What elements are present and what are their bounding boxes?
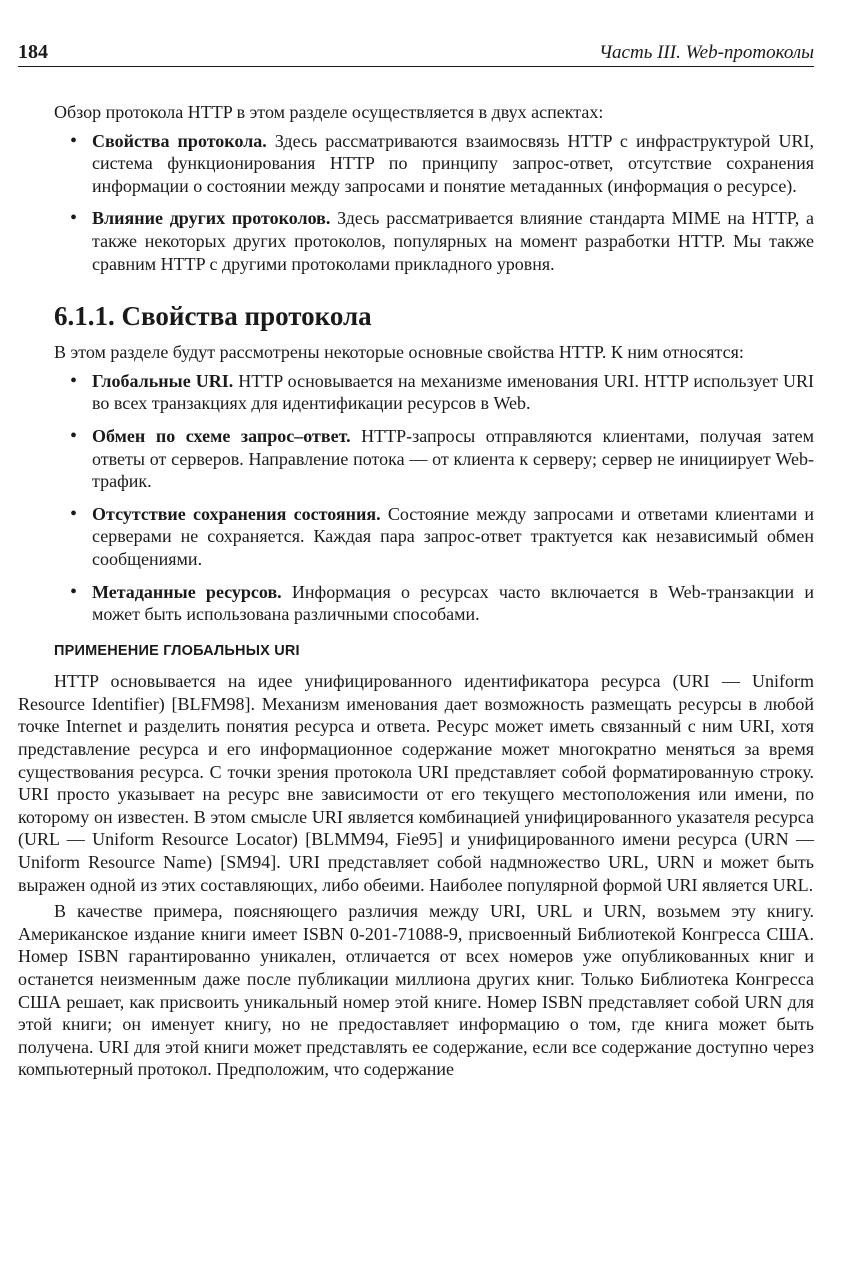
bullet-term: Влияние других протоколов. bbox=[92, 208, 331, 229]
bullet-text: Здесь рассматривается влияние стандарта MIME на HTTP, а также некоторых других протоколов, популярных на момент разработки HTTP. Мы также сравним HTTP с другими протоколами прикладного уровня. bbox=[92, 208, 814, 274]
page-header bbox=[18, 40, 814, 67]
bullet-term: Глобальные URI. bbox=[92, 370, 234, 391]
bullet-text: HTTP основывается на механизме именования URI. HTTP использует URI во всех транзакциях для идентификации ресурсов в Web. bbox=[92, 370, 814, 414]
section-intro: В этом разделе будут рассмотрены некоторые основные свойства HTTP. К ним относятся: bbox=[54, 342, 744, 363]
list-item bbox=[18, 130, 814, 198]
properties-list bbox=[18, 370, 814, 626]
bullet-term: Свойства протокола. bbox=[92, 130, 267, 151]
list-item bbox=[18, 370, 814, 415]
bullet-text: Здесь рассматриваются взаимосвязь HTTP с инфраструктурой URI, система функционирования HTTP по принципу запрос-ответ, отсутствие сохранения информации о состоянии между запросами и понятие метаданных (информация о ресурсе). bbox=[92, 130, 815, 196]
list-item bbox=[18, 425, 814, 493]
body-paragraph: В качестве примера, поясняющего различия между URI, URL и URN, возьмем эту книгу. Американское издание книги имеет ISBN 0-201-71088-9, присвоенный Библиотекой Конгресса США. Номер ISBN гарантированно уникален, отличается от всех номеров уже опубликованных книг и останется неизменным даже после публикации миллиона других книг. Только Библиотека Конгресса США решает, как присвоить уникальный номер этой книге. Номер ISBN представляет собой URN для этой книги; он именует книгу, но не предоставляет информацию о том, где книга может быть получена. URI для этой книги может представлять ее содержание, если все содержание доступно через компьютерный протокол. Предположим, что содержание bbox=[18, 901, 814, 1080]
list-item bbox=[18, 207, 814, 275]
list-item bbox=[18, 503, 814, 571]
body-paragraph: HTTP основывается на идее унифицированного идентификатора ресурса (URI — Uniform Resource Identifier) [BLFM98]. Механизм именования дает возможность размещать ресурсы в любой точке Internet и разделить понятия ресурса и ответа. Ресурс может иметь связанный с ним URI, хотя представление ресурса и его информационное содержание может многократно меняться за время существования ресурса. С точки зрения протокола URI представляет собой форматированную строку. URI просто указывает на ресурс вне зависимости от его текущего местоположения или имени, по которому он известен. В этом смысле URI является комбинацией унифицированного указателя ресурса (URL — Uniform Resource Locator) [BLMM94, Fie95] и унифицированного имени ресурса (URN — Uniform Resource Name) [SM94]. URI представляет собой надмножество URL, URN и может быть выражен одной из этих составляющих, либо обеими. Наиболее популярной формой URI является URL. bbox=[18, 671, 814, 895]
running-title: Часть III. Web-протоколы bbox=[598, 42, 814, 63]
bullet-text: Состояние между запросами и ответами клиентами и серверами не сохраняется. Каждая пара запрос-ответ трактуется как независимый обмен сообщениями. bbox=[92, 503, 814, 569]
page-number: 184 bbox=[18, 41, 48, 63]
bullet-text: HTTP-запросы отправляются клиентами, получая затем ответы от серверов. Направление потока — от клиента к серверу; сервер не инициирует Web-трафик. bbox=[92, 425, 814, 492]
list-item bbox=[18, 581, 814, 626]
bullet-term: Метаданные ресурсов. bbox=[92, 581, 282, 602]
page-content bbox=[18, 101, 814, 1081]
aspects-list bbox=[18, 130, 814, 276]
bullet-text: Информация о ресурсах часто включается в Web-транзакции и может быть использована различными способами. bbox=[92, 581, 814, 625]
bullet-term: Обмен по схеме запрос–ответ. bbox=[92, 425, 351, 446]
book-page bbox=[18, 40, 814, 1081]
bullet-term: Отсутствие сохранения состояния. bbox=[92, 503, 381, 524]
section-title: 6.1.1. Свойства протокола bbox=[54, 301, 372, 332]
subsection-title: ПРИМЕНЕНИЕ ГЛОБАЛЬНЫХ URI bbox=[54, 642, 300, 659]
intro-paragraph: Обзор протокола HTTP в этом разделе осуществляется в двух аспектах: bbox=[54, 102, 604, 122]
